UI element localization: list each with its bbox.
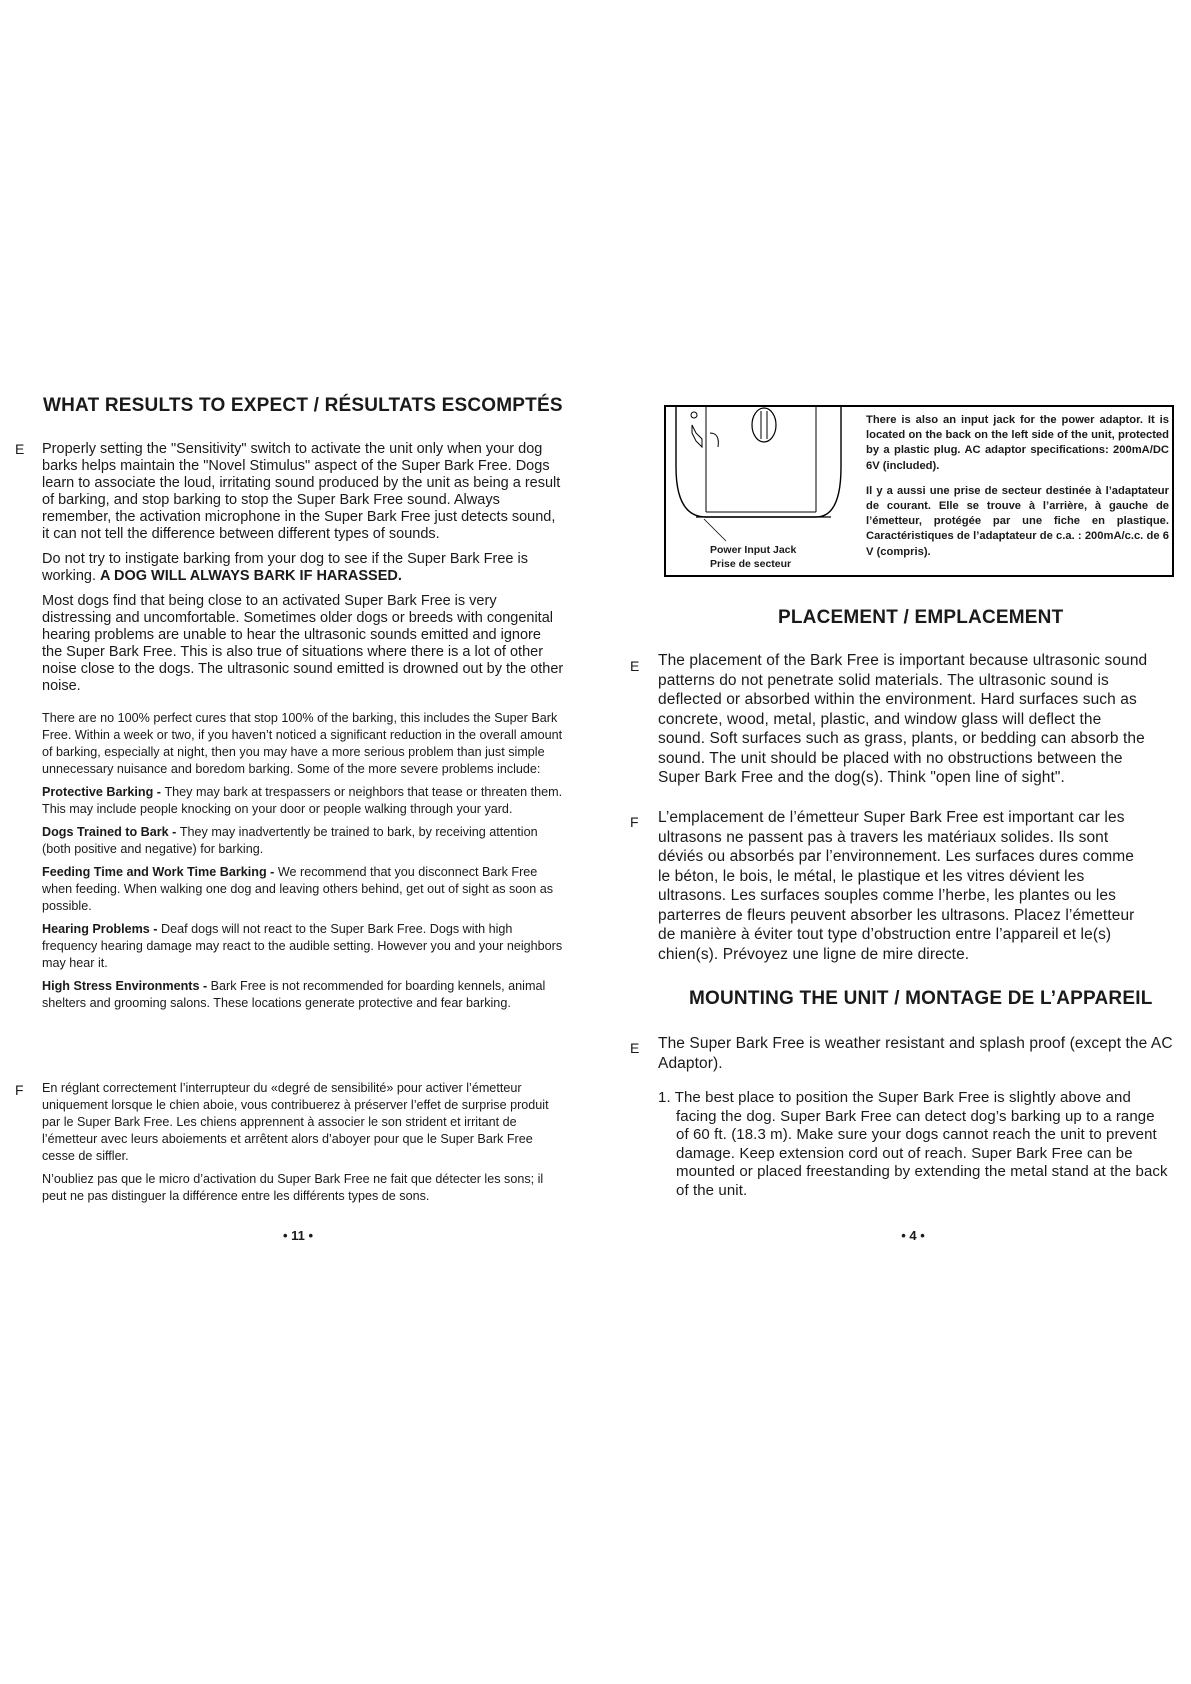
french-section — [42, 1080, 564, 1211]
problem-item: Feeding Time and Work Time Barking - We recommend that you disconnect Bark Free when feeding. When walking one dog and leaving others behind, get out of sight as soon as possible. — [42, 865, 554, 913]
problem-item: High Stress Environments - Bark Free is not recommended for boarding kennels, animal shelters and grooming salons. These locations generate protective and fear barking. — [42, 979, 546, 1010]
language-marker-e: E — [15, 441, 25, 457]
power-jack-icon — [692, 425, 702, 447]
left-page — [0, 0, 590, 1684]
problem-item: Hearing Problems - Deaf dogs will not react to the Super Bark Free. Dogs with high frequency hearing damage may react to the audible setting. However you and your neighbors may hear it. — [42, 922, 563, 970]
jack-label-en: Power Input Jack — [710, 544, 797, 556]
jack-label-fr: Prise de secteur — [710, 558, 792, 570]
language-marker-f: F — [630, 814, 639, 830]
page-number-left: • 11 • — [282, 1228, 314, 1243]
results-title: WHAT RESULTS TO EXPECT / RÉSULTATS ESCOMPTÉS — [43, 395, 563, 416]
problem-item: Protective Barking - They may bark at trespassers or neighbors that tease or threaten them. This may include people knocking on your door or people walking through your yard. — [42, 785, 563, 816]
french-sensitivity-paragraph: En réglant correctement l’interrupteur du «degré de sensibilité» pour activer l’émetteur uniquement lorsque le chien aboie, vous contribuerez à préserver l’effet de surprise produit par le Super Bark Free. Les chiens apprennent à associer le son strident et irritant de l’émetteur avec leurs aboiements et arrêtent alors d’aboyer pour que le Super Bark Free cesse de siffler. — [42, 1081, 549, 1163]
harass-warning: A DOG WILL ALWAYS BARK IF HARASSED. — [100, 568, 402, 584]
power-jack-figure — [664, 405, 1174, 577]
jack-labels — [710, 543, 796, 571]
cures-paragraph: There are no 100% perfect cures that stop 100% of the barking, this includes the Super Bark Free. Within a week or two, if you haven’t noticed a significant reduction in the overall amount of barking, especially at night, then you may have a more serious problem than just simple unnecessary nuisance and boredom barking. Some of the more severe problems include: — [42, 711, 563, 776]
right-page — [600, 0, 1191, 1684]
page-number-right: • 4 • — [901, 1228, 925, 1243]
problems-section — [42, 710, 564, 1018]
sensitivity-paragraph: Properly setting the "Sensitivity" switch to activate the unit only when your dog barks helps maintain the "Novel Stimulus" aspect of the Super Bark Free. Dogs learn to associate the loud, irritating sound produced by the unit as being a result of barking, and stop barking to stop the Super Bark Free sound. Always remember, the activation microphone in the Super Bark Free just detects sound, it can not tell the difference between different types of sounds. — [42, 441, 561, 542]
english-section — [42, 441, 564, 703]
french-microphone-paragraph: N’oubliez pas que le micro d’activation du Super Bark Free ne fait que détecter les sons; il peut ne pas distinguer la différence entre les différents types de sons. — [42, 1172, 544, 1203]
language-marker-e: E — [630, 658, 640, 674]
mounting-english: The Super Bark Free is weather resistant and splash proof (except the AC Adaptor). — [658, 1035, 1173, 1072]
mounting-step-1: 1. The best place to position the Super Bark Free is slightly above and facing the dog. Super Bark Free can detect dog’s barking up to a range of 60 ft. (18.3 m). Make sure your dogs cannot reach the unit to prevent damage. Keep extension cord out of reach. Super Bark Free can be mounted or placed freestanding by extending the metal stand at the back of the unit. — [658, 1089, 1168, 1199]
harass-paragraph: Do not try to instigate barking from your dog to see if the Super Bark Free is working. A DOG WILL ALWAYS BARK IF HARASSED. — [42, 551, 528, 584]
placement-title: PLACEMENT / EMPLACEMENT — [778, 607, 1064, 628]
distress-paragraph: Most dogs find that being close to an activated Super Bark Free is very distressing and uncomfortable. Sometimes older dogs or breeds with congenital hearing problems are unable to hear the ultrasonic sounds emitted and ignore the Super Bark Free. This is also true of situations where there is a lot of other noise close to the dogs. The ultrasonic sound emitted is drowned out by the other noise. — [42, 593, 564, 694]
language-marker-e: E — [630, 1040, 640, 1056]
language-marker-f: F — [15, 1082, 24, 1098]
figure-caption-fr: Il y a aussi une prise de secteur destinée à l’adaptateur de courant. Elle se trouve à l’arrière, à gauche de l’émetteur, protégée par une fiche en plastique. Caractéristiques de l’adaptateur de c.a. : 200mA/c.c. de 6 V (compris). — [866, 484, 1169, 558]
figure-caption — [866, 413, 1169, 570]
placement-english: The placement of the Bark Free is important because ultrasonic sound patterns do not penetrate solid materials. The ultrasonic sound is deflected or absorbed within the environment. Hard surfaces such as concrete, wood, metal, plastic, and window glass will deflect the sound. Soft surfaces such as grass, plants, or bedding can absorb the sound. The unit should be placed with no obstructions between the Super Bark Free and the dog(s). Think "open line of sight". — [658, 652, 1148, 786]
problem-item: Dogs Trained to Bark - They may inadvertently be trained to bark, by receiving attention (both positive and negative) for barking. — [42, 825, 538, 856]
figure-caption-en: There is also an input jack for the power adaptor. It is located on the back on the left side of the unit, protected by a plastic plug. AC adaptor specifications: 200mA/DC 6V (included). — [866, 414, 1169, 472]
placement-french: L’emplacement de l’émetteur Super Bark Free est important car les ultrasons ne passent pas à travers les matériaux solides. Ils sont déviés ou absorbés par l’environnement. Les surfaces dures comme le béton, le bois, le métal, le plastique et les vitres dévient les ultrasons. Les surfaces souples comme l’herbe, les plantes ou les parterres de fleurs peuvent absorber les ultrasons. Placez l’émetteur de manière à éviter tout type d’obstruction entre l’appareil et le(s) chien(s). Prévoyez une ligne de mire directe. — [658, 809, 1135, 963]
mounting-title: MOUNTING THE UNIT / MONTAGE DE L’APPAREIL — [689, 988, 1153, 1009]
